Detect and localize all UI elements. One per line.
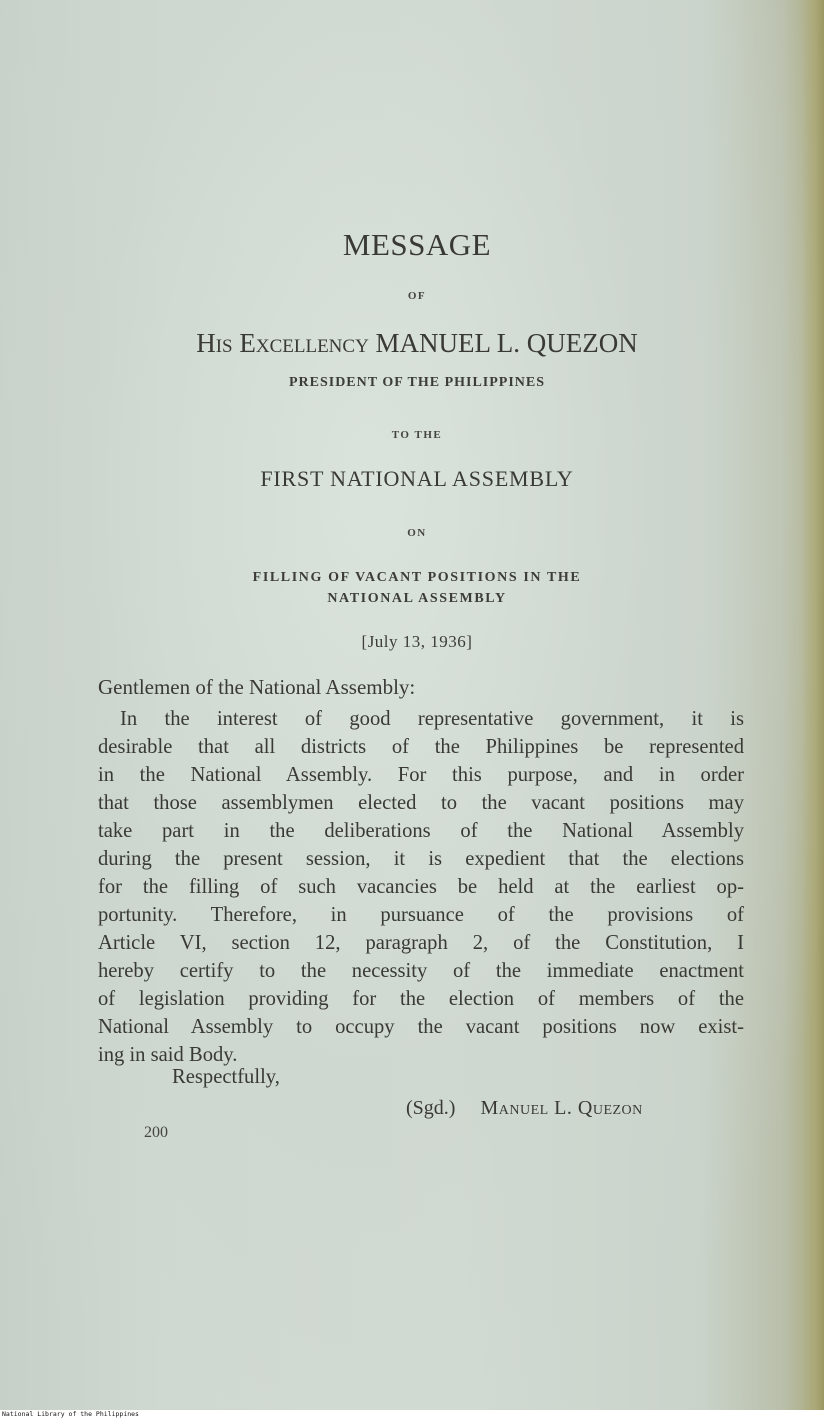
excellency-prefix: His Excellency — [196, 328, 369, 358]
body-line: National Assembly to occupy the vacant positions now exist- — [98, 1016, 744, 1038]
subject-line: NATIONAL ASSEMBLY — [327, 591, 507, 606]
page-edge-shadow — [802, 0, 824, 1410]
page-number-value: 200 — [144, 1124, 168, 1141]
closing: Respectfully, — [172, 1066, 280, 1088]
footer-credit: National Library of the Philippines — [2, 1410, 139, 1418]
document-date: [July 13, 1936] — [361, 632, 473, 651]
president-title: PRESIDENT OF THE PHILIPPINES — [288, 375, 546, 390]
to-the-label: TO THE — [391, 429, 443, 441]
body-line: during the present session, it is expedient that the elections — [98, 848, 744, 870]
subject-heading — [0, 567, 824, 609]
body-line: In the interest of good representative government, it is — [120, 708, 744, 730]
body-line: hereby certify to the necessity of the immediate enactment — [98, 960, 744, 982]
body-paragraph — [98, 705, 744, 1069]
page-number — [144, 1124, 168, 1142]
subject-line: FILLING OF VACANT POSITIONS IN THE — [252, 570, 582, 585]
of-label: OF — [407, 290, 427, 302]
on-label: ON — [407, 527, 427, 539]
body-line: portunity. Therefore, in pursuance of the provisions of — [98, 904, 744, 926]
body-line: for the filling of such vacancies be held at the earliest op- — [98, 876, 744, 898]
body-line: in the National Assembly. For this purpose, and in order — [98, 764, 744, 786]
body-line: of legislation providing for the election of members of the — [98, 988, 744, 1010]
body-line: Article VI, section 12, paragraph 2, of the Constitution, I — [98, 932, 744, 954]
excellency-line — [0, 328, 824, 359]
salutation: Gentlemen of the National Assembly: — [98, 675, 416, 699]
assembly-name: FIRST NATIONAL ASSEMBLY — [260, 466, 574, 491]
document-title: MESSAGE — [342, 227, 492, 262]
body-line: desirable that all districts of the Philippines be represented — [98, 736, 744, 758]
body-line: that those assemblymen elected to the vacant positions may — [98, 792, 744, 814]
signature-prefix: (Sgd.) — [406, 1097, 456, 1119]
signature-name: Manuel L. Quezon — [480, 1097, 643, 1119]
president-name: MANUEL L. QUEZON — [375, 328, 638, 358]
body-line: ing in said Body. — [98, 1044, 238, 1066]
signature — [406, 1097, 643, 1120]
body-line: take part in the deliberations of the National Assembly — [98, 820, 744, 842]
